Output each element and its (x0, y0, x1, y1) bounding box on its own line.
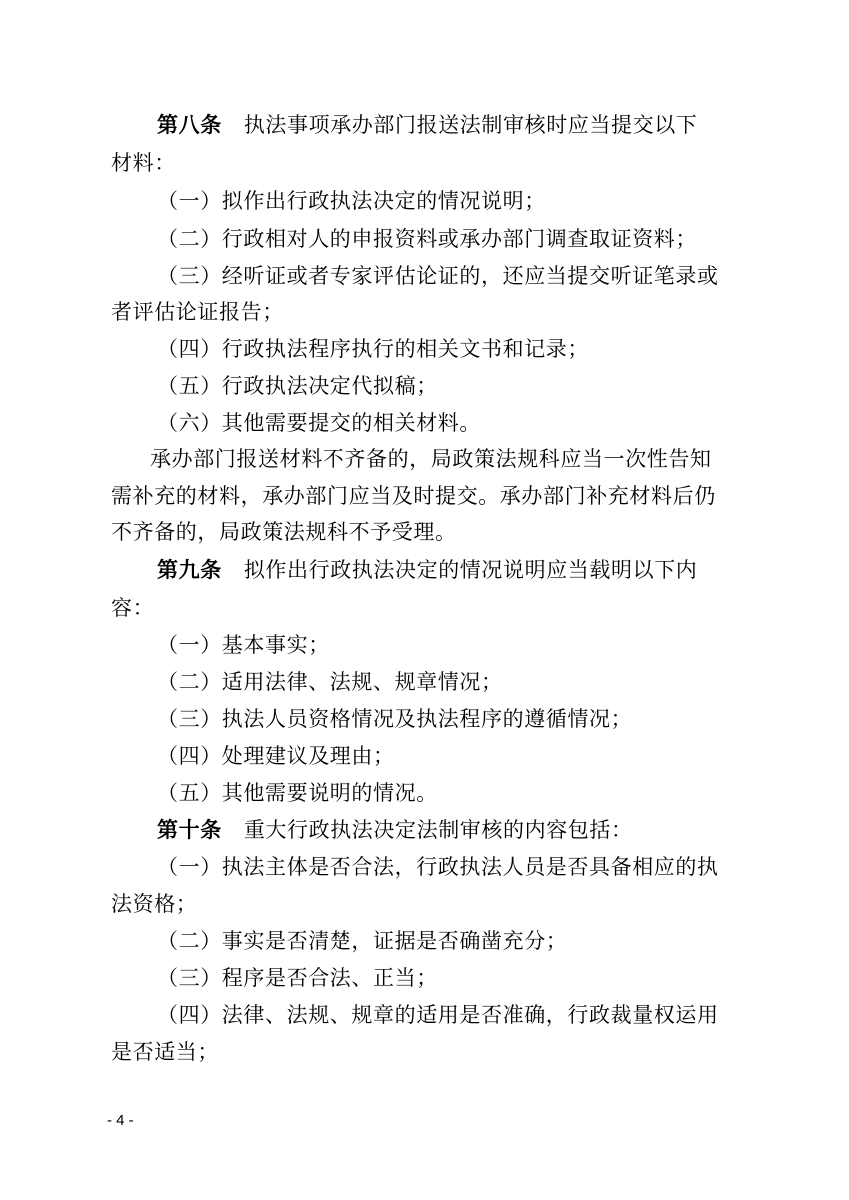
article-8-item-5: （五）行政执法决定代拟稿； (157, 374, 438, 398)
article-8-item-3-cont: 者评估论证报告； (111, 300, 284, 324)
page-number: - 4 - (107, 1112, 134, 1129)
article-8-paragraph-line-2: 需补充的材料，承办部门应当及时提交。承办部门补充材料后仍 (111, 484, 716, 508)
article-10-item-2: （二）事实是否清楚，证据是否确凿充分； (157, 929, 568, 953)
article-10-item-4: （四）法律、法规、规章的适用是否准确，行政裁量权运用 (157, 1003, 719, 1027)
article-8-label: 第八条 (157, 113, 222, 137)
article-9-continuation: 容： (111, 596, 155, 620)
article-8-text: 执法事项承办部门报送法制审核时应当提交以下 (243, 113, 698, 137)
article-9-item-1: （一）基本事实； (157, 633, 330, 657)
article-8-paragraph-line-3: 不齐备的，局政策法规科不予受理。 (111, 520, 457, 544)
article-9-item-5: （五）其他需要说明的情况。 (157, 781, 438, 805)
article-8-continuation: 材料： (111, 151, 176, 175)
article-9-heading (157, 555, 797, 585)
article-10-item-1-cont: 法资格； (111, 892, 198, 916)
article-9-item-2: （二）适用法律、法规、规章情况； (157, 670, 503, 694)
article-10-heading (157, 815, 797, 845)
article-9-label: 第九条 (157, 558, 222, 582)
article-10-item-4-cont: 是否适当； (111, 1040, 219, 1064)
article-10-item-3: （三）程序是否合法、正当； (157, 966, 438, 990)
article-8-item-4: （四）行政执法程序执行的相关文书和记录； (157, 337, 589, 361)
article-10-item-1: （一）执法主体是否合法，行政执法人员是否具备相应的执 (157, 855, 719, 879)
article-9-item-4: （四）处理建议及理由； (157, 744, 395, 768)
article-8-item-2: （二）行政相对人的申报资料或承办部门调查取证资料； (157, 227, 697, 251)
article-9-text: 拟作出行政执法决定的情况说明应当载明以下内 (243, 558, 698, 582)
article-8-item-3: （三）经听证或者专家评估论证的，还应当提交听证笔录或 (157, 264, 719, 288)
article-8-item-1: （一）拟作出行政执法决定的情况说明； (157, 189, 546, 213)
article-9-item-3: （三）执法人员资格情况及执法程序的遵循情况； (157, 707, 633, 731)
article-8-heading (157, 110, 797, 140)
article-10-label: 第十条 (157, 818, 222, 842)
article-10-text: 重大行政执法决定法制审核的内容包括： (243, 818, 633, 842)
article-8-paragraph-line-1: 承办部门报送材料不齐备的，局政策法规科应当一次性告知 (150, 447, 712, 471)
article-8-item-6: （六）其他需要提交的相关材料。 (157, 411, 481, 435)
